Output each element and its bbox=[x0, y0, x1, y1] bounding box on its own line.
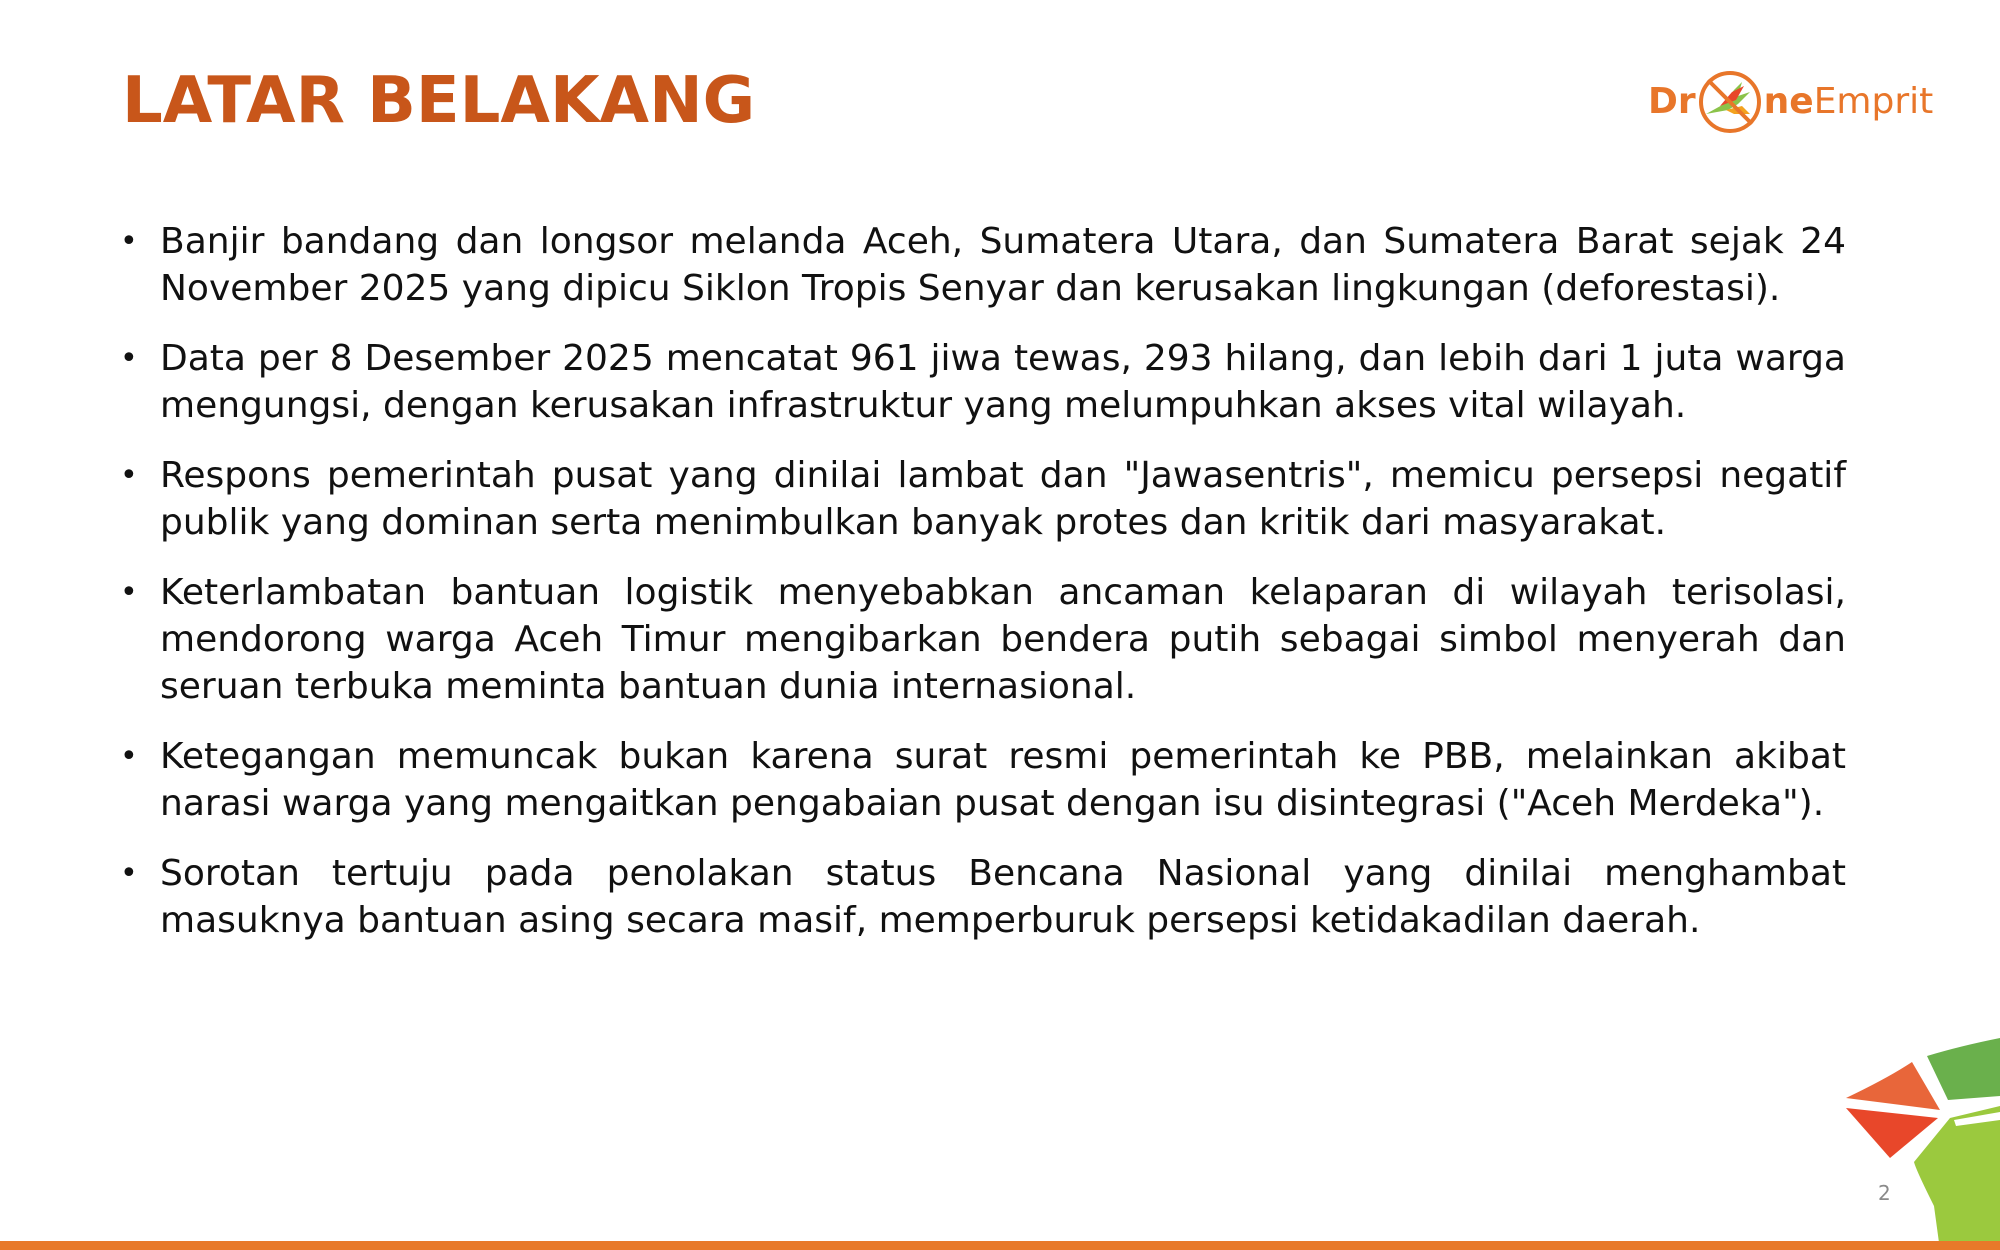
bullet-marker: • bbox=[120, 739, 138, 774]
bullet-marker: • bbox=[120, 856, 138, 891]
bullet-text: Respons pemerintah pusat yang dinilai lambat dan "Jawasentris", memicu persepsi negatif publik yang dominan serta menimbulkan banyak protes dan kritik dari masyarakat. bbox=[160, 455, 1846, 543]
bottom-accent-bar bbox=[0, 1241, 2000, 1250]
bullet-marker: • bbox=[120, 458, 138, 493]
logo-text-part1: Dr bbox=[1648, 81, 1696, 122]
bullet-item bbox=[118, 569, 1846, 710]
bullet-marker: • bbox=[120, 224, 138, 259]
bullet-text: Data per 8 Desember 2025 mencatat 961 jiwa tewas, 293 hilang, dan lebih dari 1 juta warga mengungsi, dengan kerusakan infrastruktur yang melumpuhkan akses vital wilayah. bbox=[160, 338, 1846, 426]
corner-decoration bbox=[1830, 1030, 2000, 1250]
bullet-item bbox=[118, 335, 1846, 429]
bullet-text: Banjir bandang dan longsor melanda Aceh, Sumatera Utara, dan Sumatera Barat sejak 24 November 2025 yang dipicu Siklon Tropis Senyar dan kerusakan lingkungan (deforestasi). bbox=[160, 221, 1846, 309]
bullet-text: Keterlambatan bantuan logistik menyebabkan ancaman kelaparan di wilayah terisolasi, mendorong warga Aceh Timur mengibarkan bendera putih sebagai simbol menyerah dan seruan terbuka meminta bantuan dunia internasional. bbox=[160, 572, 1846, 707]
bullet-item bbox=[118, 850, 1846, 944]
logo-text-part3: Emprit bbox=[1813, 81, 1934, 122]
bullet-marker: • bbox=[120, 575, 138, 610]
bullet-item bbox=[118, 733, 1846, 827]
bullet-text: Ketegangan memuncak bukan karena surat resmi pemerintah ke PBB, melainkan akibat narasi warga yang mengaitkan pengabaian pusat dengan isu disintegrasi ("Aceh Merdeka"). bbox=[160, 736, 1846, 824]
logo-text-part2: ne bbox=[1763, 81, 1814, 122]
slide-title: LATAR BELAKANG bbox=[122, 64, 756, 138]
bullet-marker: • bbox=[120, 341, 138, 376]
page-number: 2 bbox=[1878, 1181, 1891, 1205]
bullet-list bbox=[118, 218, 1846, 967]
bullet-item bbox=[118, 452, 1846, 546]
bullet-item bbox=[118, 218, 1846, 312]
bullet-text: Sorotan tertuju pada penolakan status Bencana Nasional yang dinilai menghambat masuknya bantuan asing secara masif, memperburuk persepsi ketidakadilan daerah. bbox=[160, 853, 1846, 941]
bird-circle-icon bbox=[1698, 70, 1762, 134]
logo bbox=[1648, 70, 1933, 134]
